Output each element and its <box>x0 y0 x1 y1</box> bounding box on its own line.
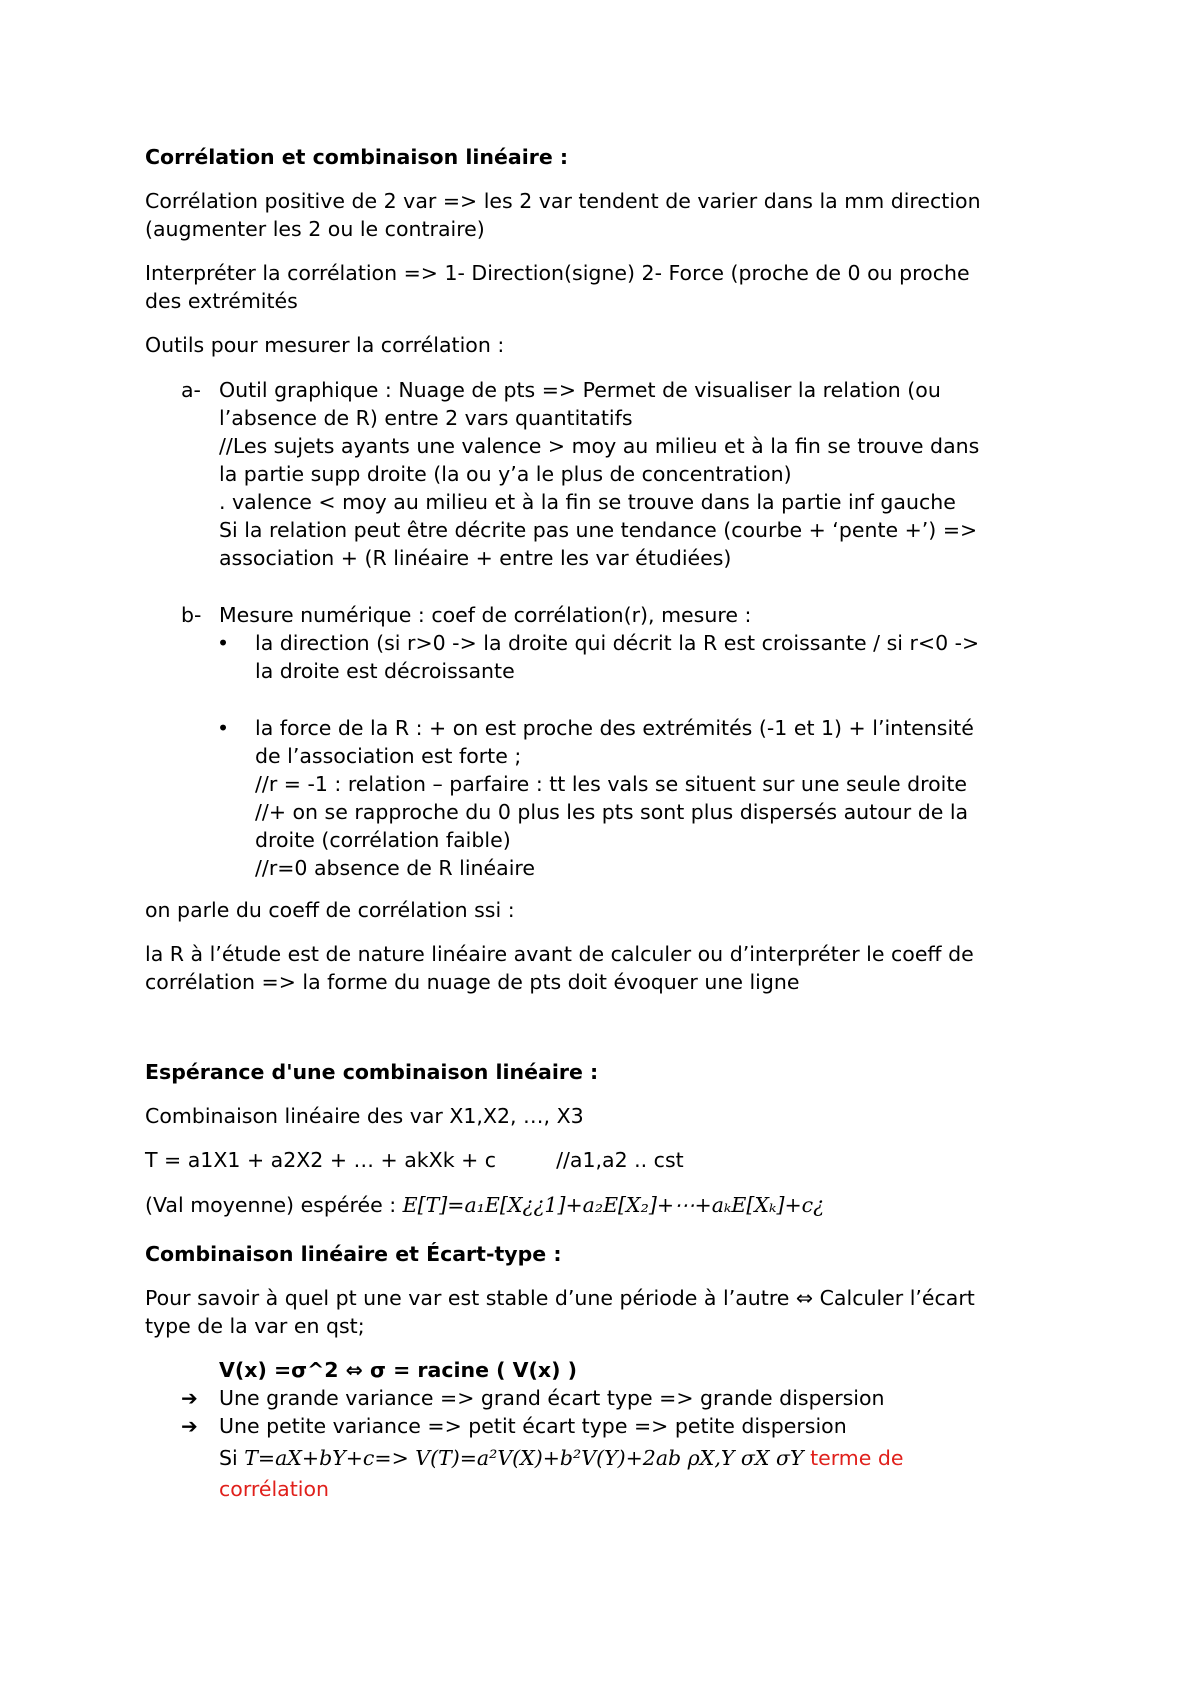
text-line: de l’association est forte ; <box>255 744 522 768</box>
paragraph <box>145 1284 1065 1340</box>
text-line: type de la var en qst; <box>145 1314 365 1338</box>
red-annotation: terme de <box>810 1446 904 1470</box>
text-line: //+ on se rapproche du 0 plus les pts sont plus dispersés autour de la <box>255 800 969 824</box>
text-line: on parle du coeff de corrélation ssi : <box>145 898 515 922</box>
text-line <box>145 1146 1065 1174</box>
text-line: Outils pour mesurer la corrélation : <box>145 333 505 357</box>
paragraph <box>145 259 1065 315</box>
text-line: //Les sujets ayants une valence > moy au milieu et à la fin se trouve dans <box>219 434 980 458</box>
text-line: Mesure numérique : coef de corrélation(r), mesure : <box>219 603 752 627</box>
bullet-icon: • <box>217 716 230 740</box>
text-line <box>145 1191 1065 1219</box>
text-line: . valence < moy au milieu et à la fin se trouve dans la partie inf gauche <box>219 490 956 514</box>
comment-text: //a1,a2 .. cst <box>556 1148 684 1172</box>
list-item-b <box>145 601 1065 629</box>
list-marker: a- <box>181 378 201 402</box>
text-line: Une grande variance => grand écart type => grande dispersion <box>219 1386 885 1410</box>
text-line: //r=0 absence de R linéaire <box>255 856 535 880</box>
text-line: la partie supp droite (la ou y’a le plus de concentration) <box>219 462 792 486</box>
list-marker: b- <box>181 603 202 627</box>
text-line: //r = -1 : relation – parfaire : tt les vals se situent sur une seule droite <box>255 772 968 796</box>
text-line: (augmenter les 2 ou le contraire) <box>145 217 485 241</box>
paragraph <box>145 1102 1065 1130</box>
paragraph <box>145 1146 1065 1174</box>
text-line: la R à l’étude est de nature linéaire avant de calculer ou d’interpréter le coeff de <box>145 942 974 966</box>
text-line: la force de la R : + on est proche des extrémités (-1 et 1) + l’intensité <box>255 716 974 740</box>
text-line: droite (corrélation faible) <box>255 828 511 852</box>
paragraph <box>145 1191 1065 1219</box>
text-line <box>145 1444 1065 1472</box>
section-heading: Corrélation et combinaison linéaire : <box>145 145 569 169</box>
arrow-right-icon: ➔ <box>181 1386 198 1410</box>
formula-prefix: (Val moyenne) espérée : <box>145 1193 403 1217</box>
text-line: association + (R linéaire + entre les var étudiées) <box>219 546 732 570</box>
variance-formula: T=aX+bY+c=> V(T)=a²V(X)+b²V(Y)+2ab ρX,Y σX σY <box>244 1446 804 1470</box>
paragraph <box>145 331 1065 359</box>
text-line: Combinaison linéaire des var X1,X2, …, X3 <box>145 1104 584 1128</box>
paragraph <box>145 896 1065 924</box>
bullet-icon: • <box>217 631 230 655</box>
text-line: l’absence de R) entre 2 vars quantitatifs <box>219 406 633 430</box>
section-heading: Combinaison linéaire et Écart-type : <box>145 1242 562 1266</box>
text-line: des extrémités <box>145 289 298 313</box>
text-line: Corrélation positive de 2 var => les 2 var tendent de varier dans la mm direction <box>145 189 981 213</box>
variance-definition: V(x) =σ^2 ⇔ σ = racine ( V(x) ) <box>219 1358 578 1382</box>
text-line: corrélation => la forme du nuage de pts doit évoquer une ligne <box>145 970 800 994</box>
paragraph <box>145 940 1065 996</box>
text-line: Interpréter la corrélation => 1- Direction(signe) 2- Force (proche de 0 ou proche <box>145 261 970 285</box>
text-line: Une petite variance => petit écart type => petite dispersion <box>219 1414 847 1438</box>
si-prefix: Si <box>219 1446 245 1470</box>
text-line: Outil graphique : Nuage de pts => Permet de visualiser la relation (ou <box>219 378 941 402</box>
paragraph <box>145 187 1065 243</box>
bullet-item <box>145 714 1065 882</box>
list-item-a <box>145 376 1065 572</box>
section-esperance <box>145 1058 1065 1086</box>
variance-block <box>145 1356 1065 1503</box>
section-ecart-type <box>145 1240 1065 1268</box>
bullet-item <box>145 629 1065 685</box>
text-line: Si la relation peut être décrite pas une tendance (courbe + ‘pente +’) => <box>219 518 978 542</box>
section-heading: Espérance d'une combinaison linéaire : <box>145 1060 599 1084</box>
red-annotation: corrélation <box>219 1477 329 1501</box>
text-line: la direction (si r>0 -> la droite qui décrit la R est croissante / si r<0 -> <box>255 631 980 655</box>
expectation-formula: E[T]=a₁E[X¿¿1]+a₂E[X₂]+⋯+aₖE[Xₖ]+c¿ <box>402 1193 825 1217</box>
text-line: Pour savoir à quel pt une var est stable d’une période à l’autre ⇔ Calculer l’écart <box>145 1286 975 1310</box>
text-line: la droite est décroissante <box>255 659 515 683</box>
combination-text: T = a1X1 + a2X2 + … + akXk + c <box>145 1148 497 1172</box>
section-correlation <box>145 143 1065 171</box>
arrow-right-icon: ➔ <box>181 1414 198 1438</box>
